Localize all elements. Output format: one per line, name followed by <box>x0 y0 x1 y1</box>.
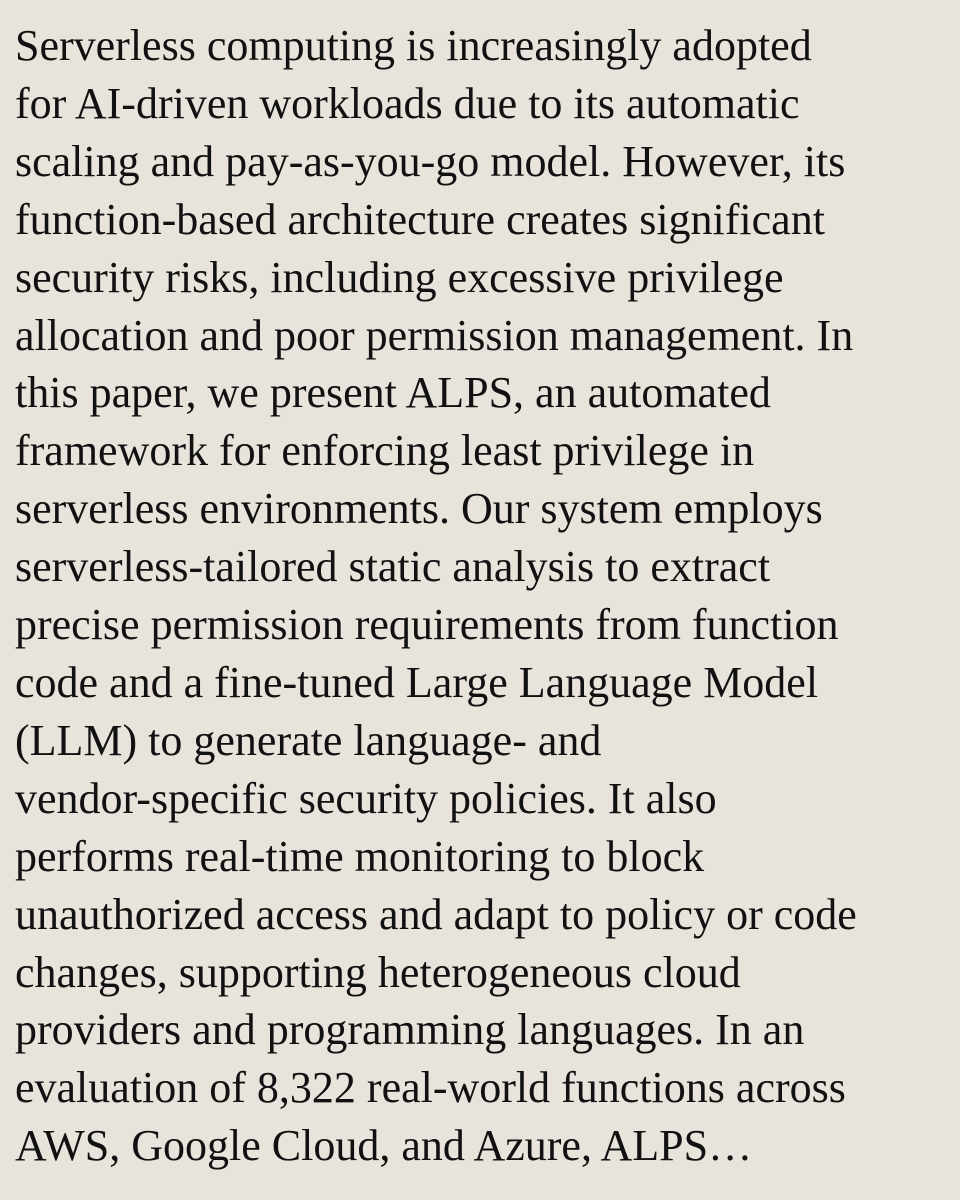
abstract-line: framework for enforcing least privilege in <box>15 426 755 476</box>
abstract-line: changes, supporting heterogeneous cloud <box>15 947 741 997</box>
abstract-line: for AI-driven workloads due to its automatic <box>15 78 800 128</box>
abstract-line: function-based architecture creates significant <box>15 194 825 244</box>
abstract-line: vendor-specific security policies. It also <box>15 773 717 823</box>
abstract-line: code and a fine-tuned Large Language Model <box>15 657 819 707</box>
abstract-line: this paper, we present ALPS, an automated <box>15 368 771 418</box>
abstract-line: serverless-tailored static analysis to extract <box>15 542 771 592</box>
abstract-line: scaling and pay-as-you-go model. However, its <box>15 136 846 186</box>
abstract-line: performs real-time monitoring to block <box>15 831 705 881</box>
abstract-line: serverless environments. Our system employs <box>15 484 823 534</box>
abstract-line: Serverless computing is increasingly adopted <box>15 21 812 70</box>
abstract-text <box>15 17 955 1175</box>
abstract-line: evaluation of 8,322 real-world functions across <box>15 1063 846 1113</box>
abstract-line: allocation and poor permission management. In <box>15 310 854 360</box>
abstract-line: AWS, Google Cloud, and Azure, ALPS… <box>15 1121 753 1171</box>
abstract-line: (LLM) to generate language- and <box>15 715 602 765</box>
abstract-line: unauthorized access and adapt to policy or code <box>15 889 857 939</box>
abstract-line: security risks, including excessive privilege <box>15 252 784 302</box>
abstract-line: precise permission requirements from function <box>15 600 839 650</box>
abstract-line: providers and programming languages. In an <box>15 1005 805 1055</box>
